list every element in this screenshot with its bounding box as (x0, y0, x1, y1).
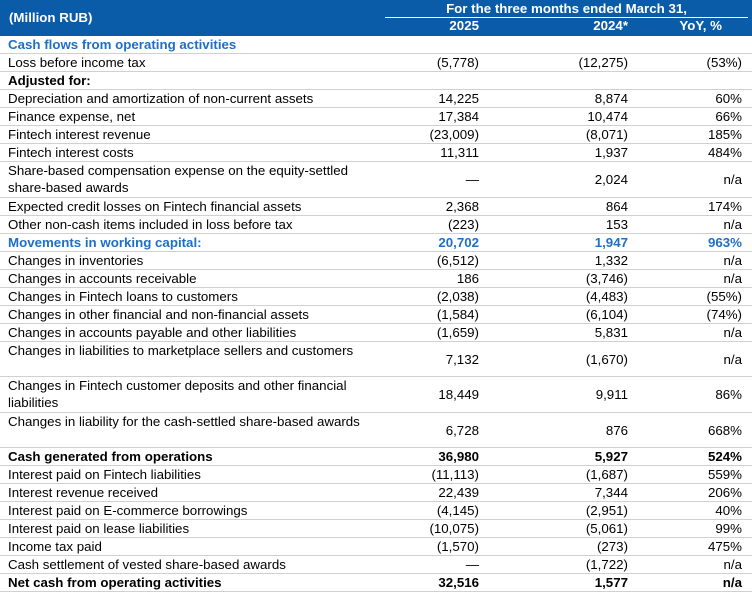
table-row (0, 54, 752, 72)
value-2025: (6,512) (436, 252, 479, 268)
value-2025: 14,225 (438, 91, 479, 106)
value-2025: 22,439 (438, 485, 479, 500)
table-row (0, 448, 752, 466)
value-2024: 10,474 (587, 109, 628, 124)
table-row (0, 162, 752, 198)
row-label: Cash flows from operating activities (8, 37, 237, 52)
value-2025: 20,702 (438, 234, 479, 250)
table-row (0, 288, 752, 306)
value-2025: (1,570) (436, 539, 479, 554)
value-2024: (2,951) (585, 503, 628, 518)
value-yoy: 559% (707, 467, 742, 482)
value-2024: 9,911 (595, 387, 628, 402)
row-label: Changes in accounts payable and other liabilities (8, 324, 297, 340)
table-row (0, 574, 752, 592)
value-yoy: 66% (715, 109, 742, 124)
value-2024: (6,104) (585, 306, 628, 322)
value-2024: 7,344 (594, 485, 628, 500)
table-row (0, 502, 752, 520)
row-label: Loss before income tax (8, 55, 146, 70)
table-row (0, 520, 752, 538)
period-label: For the three months ended March 31, (446, 1, 687, 16)
value-2025: (23,009) (429, 127, 479, 142)
value-2024: (273) (596, 539, 628, 554)
row-label: Changes in Fintech customer deposits and other financial liabilities (8, 378, 347, 410)
value-2024: 1,332 (594, 252, 628, 268)
value-2024: (5,061) (585, 521, 628, 536)
value-yoy: 668% (707, 422, 742, 438)
value-2024: 153 (605, 216, 628, 232)
value-yoy: 60% (715, 91, 742, 106)
row-label: Fintech interest costs (8, 145, 134, 160)
row-label: Interest paid on Fintech liabilities (8, 467, 201, 482)
value-2025: (4,145) (436, 503, 479, 518)
value-yoy: n/a (723, 324, 742, 340)
table-row (0, 413, 752, 449)
row-label: Changes in inventories (8, 252, 144, 268)
value-2024: 2,024 (594, 172, 628, 187)
value-2025: 32,516 (438, 575, 479, 590)
table-row (0, 144, 752, 162)
value-2024: 1,937 (594, 145, 628, 160)
value-2025: (1,659) (436, 324, 479, 340)
value-yoy: n/a (722, 575, 742, 590)
table-row (0, 90, 752, 108)
row-label: Net cash from operating activities (8, 575, 222, 590)
row-label: Income tax paid (8, 539, 102, 554)
value-yoy: 40% (715, 503, 742, 518)
unit-label: (Million RUB) (9, 10, 93, 25)
value-2025: (223) (447, 216, 479, 232)
value-2024: (1,722) (585, 557, 628, 572)
value-2025: 11,311 (440, 145, 479, 160)
value-2025: 2,368 (445, 198, 479, 214)
row-label: Finance expense, net (8, 109, 136, 124)
value-2025: (1,584) (436, 306, 479, 322)
row-label: Changes in liability for the cash-settled share-based awards (8, 413, 360, 429)
value-2025: — (465, 557, 479, 572)
table-row (0, 108, 752, 126)
value-yoy: 185% (707, 127, 742, 142)
row-label: Other non-cash items included in loss before tax (8, 216, 293, 232)
value-yoy: 963% (707, 234, 742, 250)
value-2024: 876 (605, 422, 628, 438)
value-yoy: 206% (707, 485, 742, 500)
value-2024: (12,275) (578, 55, 628, 70)
column-2024: 2024* (593, 18, 628, 33)
value-2025: (2,038) (436, 288, 479, 304)
value-2025: 36,980 (438, 449, 479, 464)
value-yoy: 484% (707, 145, 742, 160)
row-label: Expected credit losses on Fintech financial assets (8, 198, 302, 214)
value-yoy: n/a (723, 216, 742, 232)
table-row (0, 198, 752, 216)
value-2025: 186 (456, 270, 479, 286)
value-2024: (1,670) (585, 351, 628, 367)
value-yoy: (74%) (706, 306, 742, 322)
value-2024: 5,927 (594, 449, 628, 464)
table-row (0, 36, 752, 54)
value-2025: 18,449 (438, 387, 479, 402)
value-2024: (4,483) (585, 288, 628, 304)
column-2025: 2025 (449, 18, 479, 33)
value-yoy: 86% (715, 387, 742, 402)
row-label: Interest revenue received (8, 485, 159, 500)
table-row (0, 538, 752, 556)
value-yoy: 99% (715, 521, 742, 536)
column-yoy: YoY, % (679, 18, 722, 33)
table-row (0, 306, 752, 324)
table-row (0, 377, 752, 413)
value-yoy: n/a (723, 351, 742, 367)
value-yoy: n/a (723, 270, 742, 286)
value-2024: (8,071) (585, 127, 628, 142)
row-label: Cash settlement of vested share-based awards (8, 557, 286, 572)
table-row (0, 270, 752, 288)
value-2024: 5,831 (594, 324, 628, 340)
row-label: Movements in working capital: (8, 234, 202, 250)
value-2024: 864 (605, 198, 628, 214)
row-label: Adjusted for: (8, 73, 91, 88)
table-row (0, 72, 752, 90)
table-row (0, 126, 752, 144)
row-label: Fintech interest revenue (8, 127, 151, 142)
row-label: Changes in accounts receivable (8, 270, 197, 286)
value-2025: 17,384 (438, 109, 479, 124)
value-2024: 8,874 (594, 91, 628, 106)
value-yoy: (53%) (706, 55, 742, 70)
table-row (0, 342, 752, 378)
table-row (0, 252, 752, 270)
value-2025: 6,728 (445, 422, 479, 438)
row-label: Changes in other financial and non-financial assets (8, 306, 309, 322)
table-header (0, 0, 752, 36)
row-label: Interest paid on E-commerce borrowings (8, 503, 248, 518)
value-yoy: (55%) (706, 288, 742, 304)
row-label: Share-based compensation expense on the equity-settled share-based awards (8, 163, 349, 195)
row-label: Changes in liabilities to marketplace sellers and customers (8, 342, 354, 358)
table-row (0, 234, 752, 252)
value-2024: 1,947 (594, 234, 628, 250)
value-2024: 1,577 (594, 575, 628, 590)
row-label: Interest paid on lease liabilities (8, 521, 190, 536)
table-row (0, 556, 752, 574)
value-yoy: 524% (707, 449, 742, 464)
value-2025: (11,113) (431, 467, 479, 482)
table-row (0, 484, 752, 502)
value-yoy: 174% (707, 198, 742, 214)
value-2025: 7,132 (445, 351, 479, 367)
value-2024: (1,687) (585, 467, 628, 482)
value-2025: (5,778) (436, 55, 479, 70)
row-label: Cash generated from operations (8, 449, 213, 464)
table-row (0, 324, 752, 342)
row-label: Depreciation and amortization of non-current assets (8, 91, 314, 106)
value-2025: (10,075) (429, 521, 479, 536)
table-row (0, 216, 752, 234)
value-yoy: n/a (723, 172, 742, 187)
value-yoy: n/a (723, 252, 742, 268)
table-row (0, 466, 752, 484)
value-2024: (3,746) (585, 270, 628, 286)
value-yoy: 475% (707, 539, 742, 554)
value-yoy: n/a (723, 557, 742, 572)
value-2025: — (465, 172, 479, 187)
row-label: Changes in Fintech loans to customers (8, 288, 238, 304)
